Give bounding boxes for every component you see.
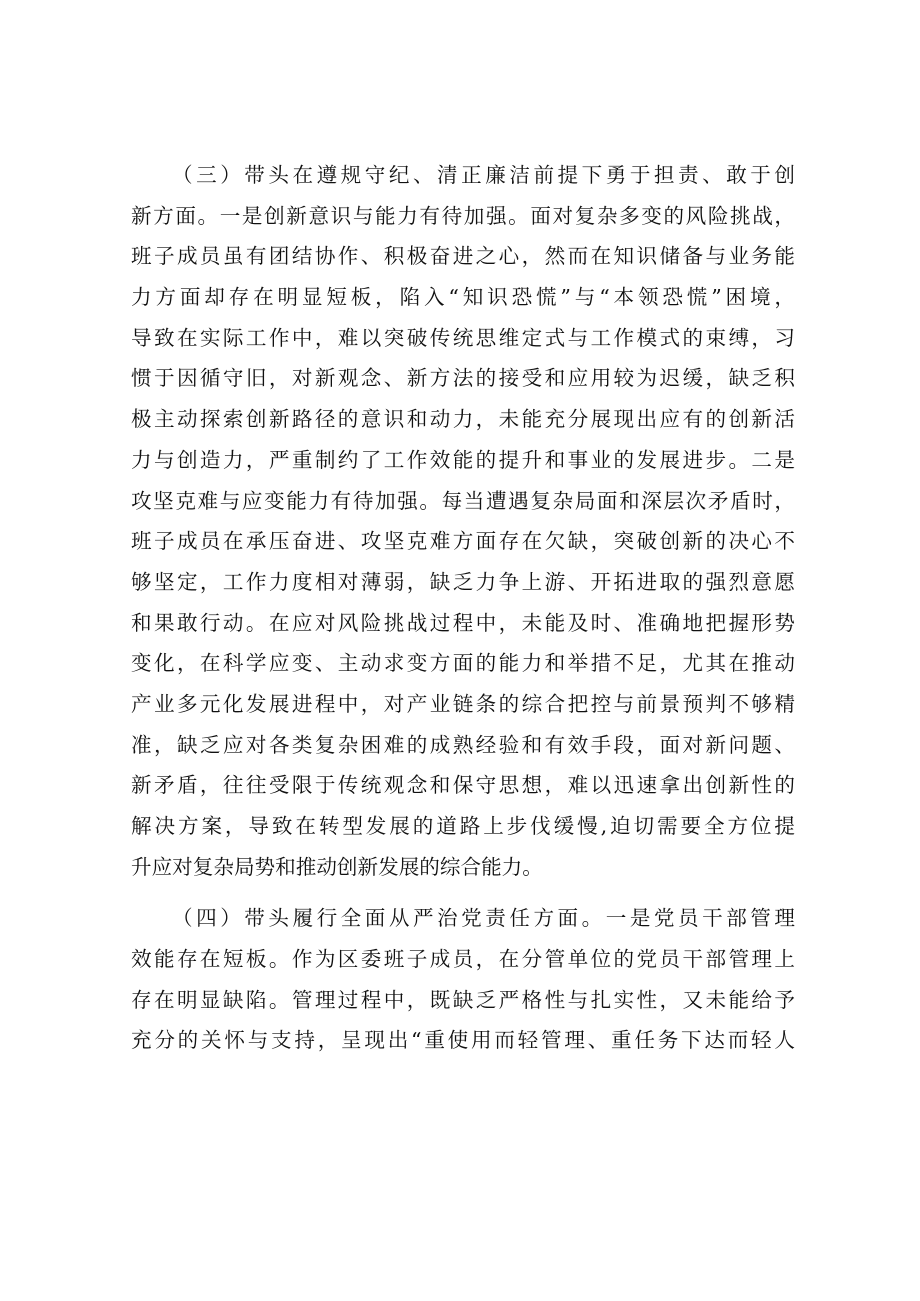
paragraph-line: 存在明显缺陷。管理过程中，既缺乏严格性与扎实性，又未能给予 (131, 987, 795, 1012)
paragraph-line: 和果敢行动。在应对风险挑战过程中，未能及时、准确地把握形势 (131, 610, 795, 635)
paragraph-line: 力方面却存在明显短板，陷入“知识恐慌”与“本领恐慌”困境， (131, 285, 795, 310)
paragraph-line: 产业多元化发展进程中，对产业链条的综合把控与前景预判不够精 (131, 691, 795, 716)
paragraph-line: 升应对复杂局势和推动创新发展的综合能力。 (131, 854, 543, 879)
paragraph-section-3 (131, 155, 795, 887)
paragraph-line: 班子成员在承压奋进、攻坚克难方面存在欠缺，突破创新的决心不 (131, 529, 795, 554)
paragraph-line: 攻坚克难与应变能力有待加强。每当遭遇复杂局面和深层次矛盾时， (131, 488, 795, 513)
paragraph-spacer (131, 887, 795, 898)
paragraph-line: 准，缺乏应对各类复杂困难的成熟经验和有效手段，面对新问题、 (131, 732, 795, 757)
paragraph-line: 惯于因循守旧，对新观念、新方法的接受和应用较为迟缓，缺乏积 (131, 366, 795, 391)
paragraph-line: 新方面。一是创新意识与能力有待加强。面对复杂多变的风险挑战， (131, 203, 795, 228)
paragraph-line: 力与创造力，严重制约了工作效能的提升和事业的发展进步。二是 (131, 447, 795, 472)
paragraph-line: 极主动探索创新路径的意识和动力，未能充分展现出应有的创新活 (131, 407, 795, 432)
paragraph-line: 导致在实际工作中，难以突破传统思维定式与工作模式的束缚，习 (131, 325, 795, 350)
paragraph-line: 变化，在科学应变、主动求变方面的能力和举措不足，尤其在推动 (131, 651, 795, 676)
paragraph-line: （四）带头履行全面从严治党责任方面。一是党员干部管理 (172, 906, 795, 931)
document-body (131, 155, 795, 1061)
paragraph-line: 充分的关怀与支持，呈现出“重使用而轻管理、重任务下达而轻人 (131, 1028, 795, 1053)
paragraph-section-4 (131, 898, 795, 1061)
paragraph-line: 解决方案，导致在转型发展的道路上步伐缓慢,迫切需要全方位提 (131, 814, 795, 838)
paragraph-line: 新矛盾，往往受限于传统观念和保守思想，难以迅速拿出创新性的 (131, 773, 795, 798)
paragraph-line: 效能存在短板。作为区委班子成员，在分管单位的党员干部管理上 (131, 947, 795, 972)
paragraph-line: 够坚定，工作力度相对薄弱，缺乏力争上游、开拓进取的强烈意愿 (131, 569, 795, 594)
paragraph-line: （三）带头在遵规守纪、清正廉洁前提下勇于担责、敢于创 (172, 163, 795, 187)
paragraph-line: 班子成员虽有团结协作、积极奋进之心，然而在知识储备与业务能 (131, 244, 795, 269)
